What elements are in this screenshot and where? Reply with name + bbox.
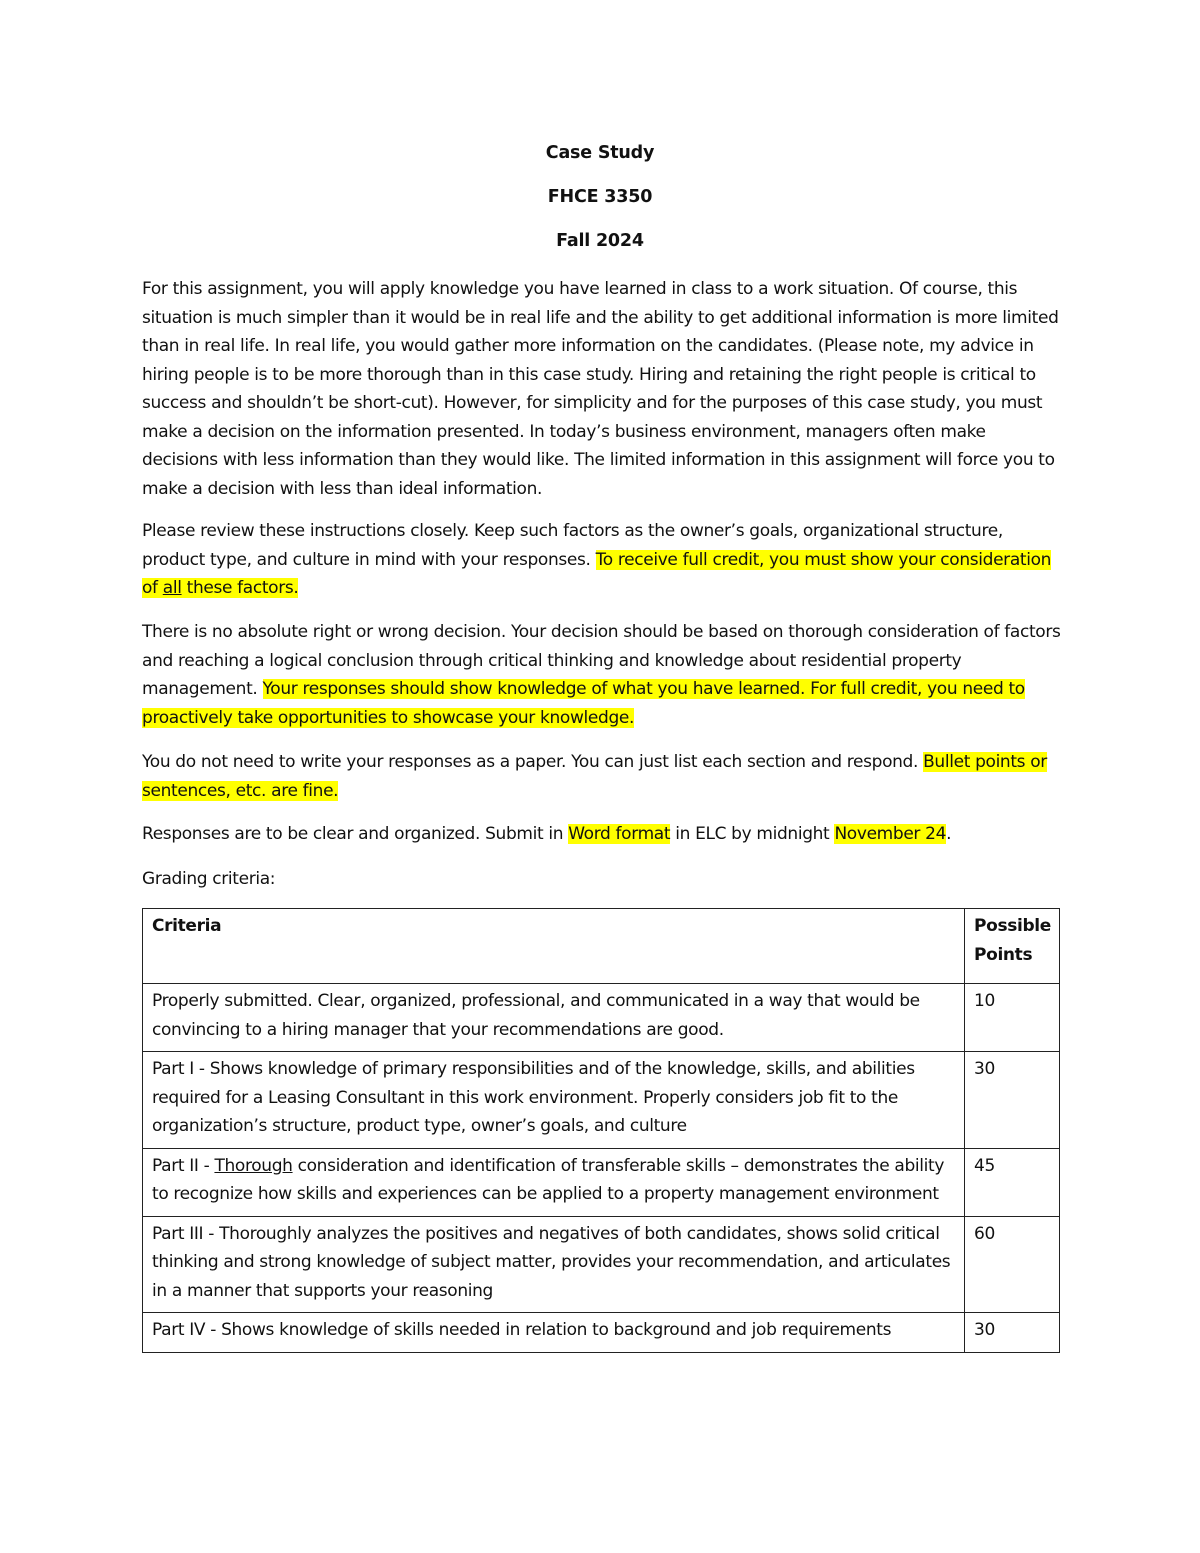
decision-paragraph xyxy=(142,618,1062,732)
criteria-cell: Part III - Thoroughly analyzes the positives and negatives of both candidates, shows solid critical thinking and strong knowledge of subject matter, provides your recommendation, and articulates in a manner that supports your reasoning xyxy=(143,1216,965,1313)
table-row xyxy=(143,1313,1060,1353)
criteria-cell: Part II - Thorough consideration and identification of transferable skills – demonstrates the ability to recognize how skills and experiences can be applied to a property management environment xyxy=(143,1148,965,1216)
instructions-paragraph xyxy=(142,517,1062,603)
submission-text-3: . xyxy=(946,824,952,844)
course-code: FHCE 3350 xyxy=(547,187,653,207)
table-row xyxy=(143,1216,1060,1313)
points-cell: 30 xyxy=(965,1052,1060,1149)
decision-text: There is no absolute right or wrong decision. Your decision should be based on thorough consideration of factors and reaching a logical conclusion through critical thinking and knowledge about residential property management. xyxy=(142,622,1061,699)
points-cell: 60 xyxy=(965,1216,1060,1313)
decision-highlight: Your responses should show knowledge of what you have learned. For full credit, you need to proactively take opportunities to showcase your knowledge. xyxy=(142,679,1025,728)
intro-paragraph: For this assignment, you will apply knowledge you have learned in class to a work situation. Of course, this situation is much simpler than it would be in real life and the ability to get additional information is more limited than in real life. In real life, you would gather more information on the candidates. (Please note, my advice in hiring people is to be more thorough than in this case study. Hiring and retaining the right people is critical to success and shouldn’t be short-cut). However, for simplicity and for the purposes of this case study, you must make a decision on the information presented. In today’s business environment, managers often make decisions with less information than they would like. The limited information in this assignment will force you to make a decision with less than ideal information. xyxy=(142,279,1059,499)
grading-table xyxy=(142,908,1060,1353)
criteria-cell: Part IV - Shows knowledge of skills needed in relation to background and job requirements xyxy=(143,1313,965,1353)
table-header-row xyxy=(143,909,1060,984)
format-text: You do not need to write your responses as a paper. You can just list each section and respond. xyxy=(142,752,924,772)
points-cell: 10 xyxy=(965,984,1060,1052)
grading-label: Grading criteria: xyxy=(142,869,276,889)
table-row xyxy=(143,984,1060,1052)
header-points: Possible Points xyxy=(965,909,1060,984)
emphasis-all: all xyxy=(162,578,182,598)
instructions-text: Please review these instructions closely. Keep such factors as the owner’s goals, organizational structure, product type, and culture in mind with your responses. xyxy=(142,521,1003,570)
instructions-highlight: To receive full credit, you must show your consideration of all these factors. xyxy=(142,549,1052,598)
table-row xyxy=(143,1148,1060,1216)
format-highlight: Bullet points or sentences, etc. are fine. xyxy=(142,752,1047,801)
submission-text-1: Responses are to be clear and organized. Submit in xyxy=(142,824,569,844)
points-cell: 30 xyxy=(965,1313,1060,1353)
document-title: Case Study xyxy=(545,143,655,163)
criteria-cell: Part I - Shows knowledge of primary responsibilities and of the knowledge, skills, and abilities required for a Leasing Consultant in this work environment. Properly considers job fit to the organization’s structure, product type, owner’s goals, and culture xyxy=(143,1052,965,1149)
points-cell: 45 xyxy=(965,1148,1060,1216)
criteria-cell: Properly submitted. Clear, organized, professional, and communicated in a way that would be convincing to a hiring manager that your recommendations are good. xyxy=(143,984,965,1052)
word-format-highlight: Word format xyxy=(568,824,671,844)
format-paragraph xyxy=(142,748,1062,805)
header-criteria: Criteria xyxy=(143,909,965,984)
due-date-highlight: November 24 xyxy=(834,824,947,844)
term: Fall 2024 xyxy=(556,231,644,251)
submission-paragraph xyxy=(142,820,1062,849)
table-row xyxy=(143,1052,1060,1149)
submission-text-2: in ELC by midnight xyxy=(670,824,835,844)
emphasis-thorough: Thorough xyxy=(214,1155,293,1176)
